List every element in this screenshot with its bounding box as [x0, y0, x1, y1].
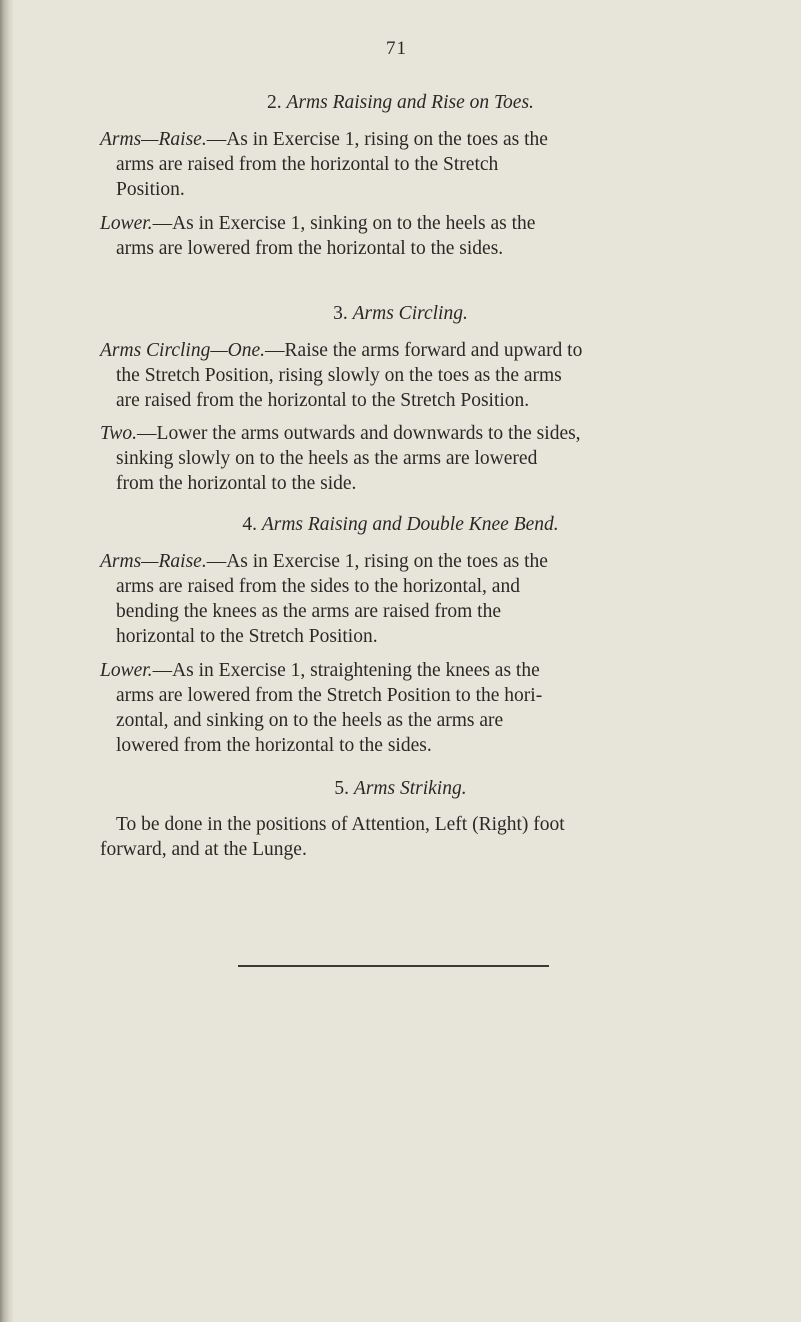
paragraph-lead: Lower. — [100, 660, 153, 681]
paragraph-line: —Lower the arms outwards and downwards to the sides, — [137, 423, 581, 444]
section-heading-4 — [0, 514, 801, 536]
section-3-para-1 — [100, 338, 702, 413]
paragraph-line: arms are lowered from the Stretch Position to the hori- — [116, 685, 543, 706]
section-4-para-2 — [100, 658, 702, 758]
paragraph-line: bending the knees as the arms are raised from the — [116, 601, 501, 622]
section-5-para-1 — [100, 812, 702, 862]
paragraph-line: —As in Exercise 1, rising on the toes as the — [206, 551, 548, 572]
paragraph-lead: Lower. — [100, 213, 153, 234]
paragraph-line: sinking slowly on to the heels as the arms are lowered — [116, 448, 538, 469]
section-number: 3. — [333, 303, 348, 324]
section-title: Arms Raising and Double Knee Bend. — [261, 514, 559, 535]
page-number: 71 — [386, 38, 407, 59]
paragraph-lead: Arms Circling—One. — [100, 340, 266, 361]
section-number: 2. — [267, 92, 282, 113]
paragraph-line: —Raise the arms forward and upward to — [265, 340, 583, 361]
section-number: 4. — [242, 514, 257, 535]
paragraph-lead: Two. — [100, 423, 138, 444]
paragraph-line: —As in Exercise 1, sinking on to the heels as the — [152, 213, 536, 234]
paragraph-line: —As in Exercise 1, straightening the knees as the — [152, 660, 540, 681]
section-title: Arms Circling. — [352, 303, 468, 324]
paragraph-line: horizontal to the Stretch Position. — [116, 626, 378, 647]
paragraph-lead: Arms—Raise. — [100, 551, 207, 572]
paragraph-line: zontal, and sinking on to the heels as the arms are — [116, 710, 504, 731]
section-4-para-1 — [100, 549, 702, 649]
paragraph-line: Position. — [116, 179, 185, 200]
section-2-para-1 — [100, 127, 702, 202]
paragraph-line: arms are raised from the sides to the horizontal, and — [116, 576, 520, 597]
paragraph-line: forward, and at the Lunge. — [100, 839, 307, 860]
paragraph-line: —As in Exercise 1, rising on the toes as the — [206, 129, 548, 150]
section-2-para-2 — [100, 211, 702, 261]
section-divider-rule — [238, 965, 549, 967]
paragraph-line: arms are raised from the horizontal to the Stretch — [116, 154, 499, 175]
paragraph-line: are raised from the horizontal to the Stretch Position. — [116, 390, 530, 411]
section-heading-5 — [0, 778, 801, 800]
section-heading-3 — [0, 303, 801, 325]
paragraph-line: lowered from the horizontal to the sides. — [116, 735, 432, 756]
section-title: Arms Raising and Rise on Toes. — [286, 92, 534, 113]
paragraph-line: the Stretch Position, rising slowly on the toes as the arms — [116, 365, 562, 386]
section-title: Arms Striking. — [353, 778, 467, 799]
paragraph-line: arms are lowered from the horizontal to the sides. — [116, 238, 504, 259]
paragraph-line: To be done in the positions of Attention, Left (Right) foot — [116, 814, 565, 835]
paragraph-lead: Arms—Raise. — [100, 129, 207, 150]
binding-shadow — [0, 0, 14, 1322]
section-number: 5. — [334, 778, 350, 799]
section-3-para-2 — [100, 421, 702, 496]
section-heading-2 — [0, 92, 801, 114]
paragraph-line: from the horizontal to the side. — [116, 473, 357, 494]
